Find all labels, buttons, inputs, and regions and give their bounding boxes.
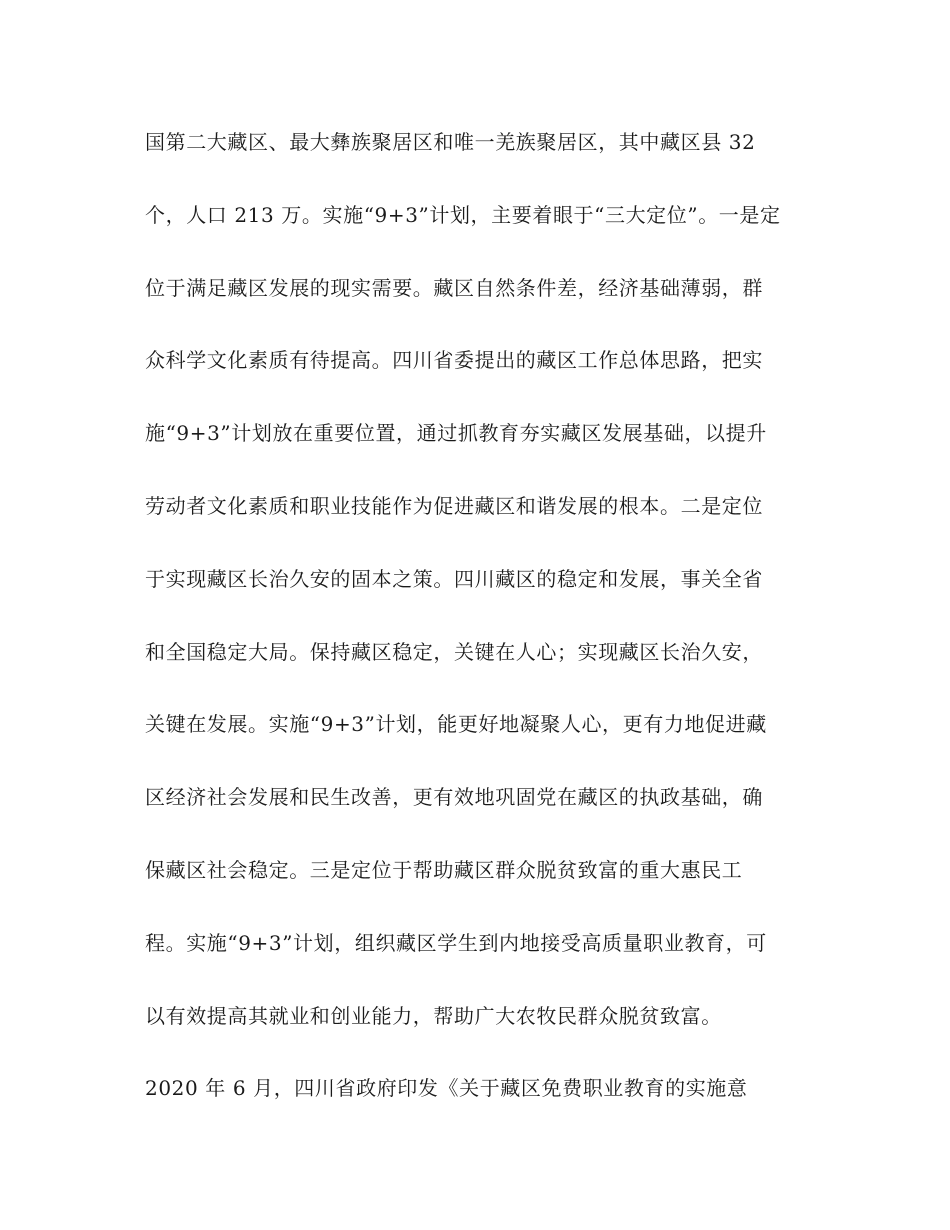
text-line: 区经济社会发展和民生改善，更有效地巩固党在藏区的执政基础，确 bbox=[145, 785, 763, 810]
text-line: 关键在发展。实施“9+3”计划，能更好地凝聚人心，更有力地促进藏 bbox=[145, 712, 767, 737]
text-line: 劳动者文化素质和职业技能作为促进藏区和谐发展的根本。二是定位 bbox=[145, 493, 763, 518]
text-line: 2020 年 6 月，四川省政府印发《关于藏区免费职业教育的实施意 bbox=[145, 1076, 748, 1101]
document-body bbox=[145, 122, 810, 1141]
text-line: 保藏区社会稳定。三是定位于帮助藏区群众脱贫致富的重大惠民工 bbox=[145, 857, 743, 882]
text-line: 个，人口 213 万。实施“9+3”计划，主要着眼于“三大定位”。一是定 bbox=[145, 202, 781, 227]
text-line: 众科学文化素质有待提高。四川省委提出的藏区工作总体思路，把实 bbox=[145, 348, 763, 373]
text-line: 以有效提高其就业和创业能力，帮助广大农牧民群众脱贫致富。 bbox=[145, 1003, 722, 1028]
text-line: 于实现藏区长治久安的固本之策。四川藏区的稳定和发展，事关全省 bbox=[145, 566, 763, 591]
text-line: 位于满足藏区发展的现实需要。藏区自然条件差，经济基础薄弱，群 bbox=[145, 275, 763, 300]
text-line: 国第二大藏区、最大彝族聚居区和唯一羌族聚居区，其中藏区县 32 bbox=[145, 130, 756, 154]
text-line: 程。实施“9+3”计划，组织藏区学生到内地接受高质量职业教育，可 bbox=[145, 930, 767, 955]
text-line: 和全国稳定大局。保持藏区稳定，关键在人心；实现藏区长治久安， bbox=[145, 639, 763, 664]
text-line: 施“9+3”计划放在重要位置，通过抓教育夯实藏区发展基础，以提升 bbox=[145, 421, 767, 446]
